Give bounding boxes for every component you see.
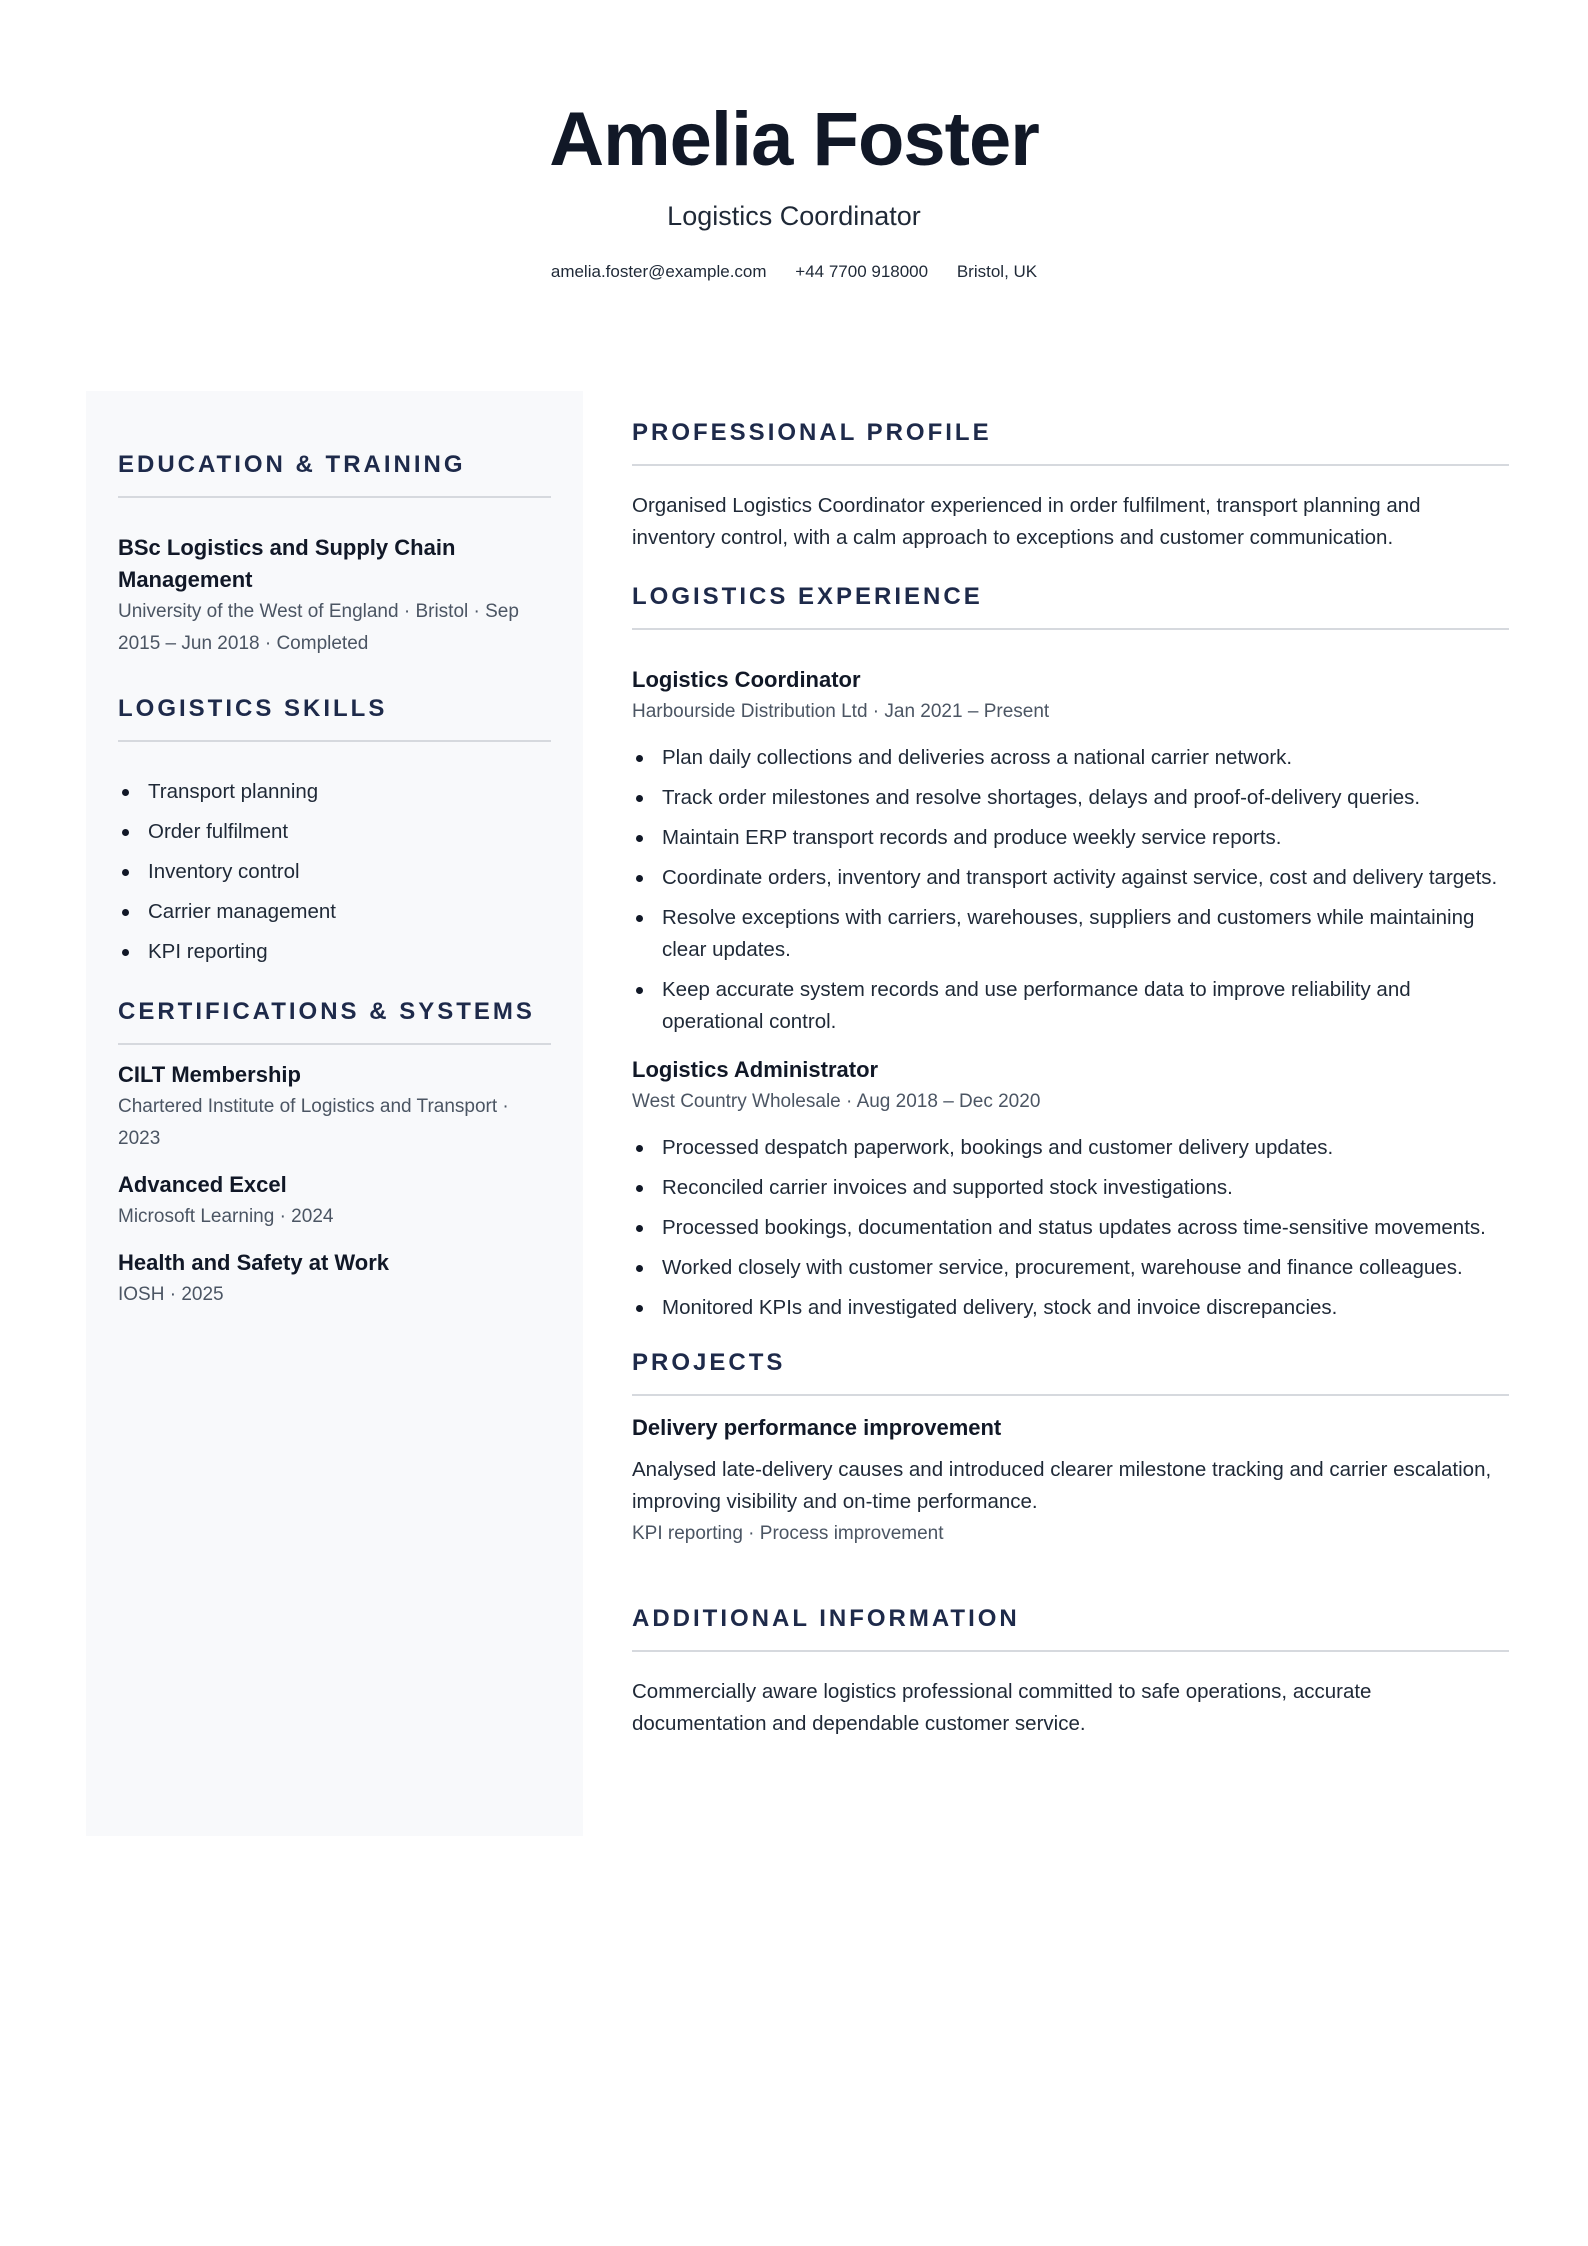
certifications-section xyxy=(118,997,551,1311)
skill-item: Carrier management xyxy=(118,896,551,928)
job-title: Logistics Coordinator xyxy=(632,667,861,692)
certification-details: Microsoft Learning · 2024 xyxy=(118,1206,334,1227)
profile-heading: PROFESSIONAL PROFILE xyxy=(632,419,992,446)
job-bullet: Reconciled carrier invoices and supported stock investigations. xyxy=(632,1172,1509,1204)
additional-section xyxy=(632,1604,1509,1740)
profile-section xyxy=(632,391,1509,554)
certification-name: Advanced Excel xyxy=(118,1172,287,1197)
job-bullet: Keep accurate system records and use performance data to improve reliability and operational control. xyxy=(632,974,1509,1038)
skills-list xyxy=(118,776,551,968)
projects-section xyxy=(632,1348,1509,1550)
certification-details: Chartered Institute of Logistics and Transport · 2023 xyxy=(118,1096,509,1149)
project-text: Analysed late-delivery causes and introduced clearer milestone tracking and carrier escalation, improving visibility and on-time performance. xyxy=(632,1458,1492,1513)
job-bullets xyxy=(632,1132,1509,1324)
projects-heading: PROJECTS xyxy=(632,1349,786,1376)
project-title: Delivery performance improvement xyxy=(632,1415,1002,1440)
certification-name: Health and Safety at Work xyxy=(118,1250,389,1275)
job-title: Logistics Administrator xyxy=(632,1057,879,1082)
job-bullet: Plan daily collections and deliveries across a national carrier network. xyxy=(632,742,1509,774)
skills-heading: LOGISTICS SKILLS xyxy=(118,695,388,722)
job-bullet: Worked closely with customer service, procurement, warehouse and finance colleagues. xyxy=(632,1252,1509,1284)
divider xyxy=(118,1043,551,1045)
skill-item: Inventory control xyxy=(118,856,551,888)
education-section xyxy=(118,391,551,660)
job-meta: West Country Wholesale · Aug 2018 – Dec 2020 xyxy=(632,1091,1041,1112)
certifications-heading: CERTIFICATIONS & SYSTEMS xyxy=(118,998,535,1025)
education-details: University of the West of England · Bristol · Sep 2015 – Jun 2018 · Completed xyxy=(118,601,519,654)
additional-text: Commercially aware logistics professional committed to safe operations, accurate documentation and dependable customer service. xyxy=(632,1680,1372,1735)
contact-email: amelia.foster@example.com xyxy=(550,262,767,281)
job-meta: Harbourside Distribution Ltd · Jan 2021 – Present xyxy=(632,701,1050,722)
divider xyxy=(632,464,1509,466)
skill-item: Transport planning xyxy=(118,776,551,808)
contact-phone: +44 7700 918000 xyxy=(795,262,929,281)
divider xyxy=(632,1394,1509,1396)
job-bullet: Resolve exceptions with carriers, warehouses, suppliers and customers while maintaining clear updates. xyxy=(632,902,1509,966)
experience-section xyxy=(632,582,1509,1324)
divider xyxy=(118,740,551,742)
education-heading: EDUCATION & TRAINING xyxy=(118,451,466,478)
job-bullet: Coordinate orders, inventory and transport activity against service, cost and delivery targets. xyxy=(632,862,1509,894)
main-column xyxy=(632,391,1509,1740)
profile-text: Organised Logistics Coordinator experienced in order fulfilment, transport planning and inventory control, with a calm approach to exceptions and customer communication. xyxy=(632,494,1421,549)
candidate-name: Amelia Foster xyxy=(549,97,1039,182)
divider xyxy=(632,628,1509,630)
education-degree: BSc Logistics and Supply Chain Management xyxy=(118,535,456,592)
contact-line xyxy=(0,261,1588,283)
sidebar xyxy=(86,391,583,1836)
certification-item xyxy=(118,1247,551,1311)
job-entry xyxy=(632,1054,1509,1324)
job-bullet: Track order milestones and resolve shortages, delays and proof-of-delivery queries. xyxy=(632,782,1509,814)
job-entry xyxy=(632,664,1509,1038)
additional-heading: ADDITIONAL INFORMATION xyxy=(632,1605,1020,1632)
candidate-title: Logistics Coordinator xyxy=(667,201,921,231)
job-bullet: Processed bookings, documentation and status updates across time-sensitive movements. xyxy=(632,1212,1509,1244)
certification-name: CILT Membership xyxy=(118,1062,301,1087)
project-tags: KPI reporting · Process improvement xyxy=(632,1523,944,1544)
certification-item xyxy=(118,1059,551,1155)
certification-item xyxy=(118,1169,551,1233)
contact-location: Bristol, UK xyxy=(956,262,1038,281)
job-bullet: Processed despatch paperwork, bookings and customer delivery updates. xyxy=(632,1132,1509,1164)
skill-item: KPI reporting xyxy=(118,936,551,968)
resume-header xyxy=(0,95,1588,283)
job-bullet: Monitored KPIs and investigated delivery, stock and invoice discrepancies. xyxy=(632,1292,1509,1324)
job-bullets xyxy=(632,742,1509,1038)
skills-section xyxy=(118,694,551,968)
certification-details: IOSH · 2025 xyxy=(118,1284,224,1305)
divider xyxy=(118,496,551,498)
experience-heading: LOGISTICS EXPERIENCE xyxy=(632,583,983,610)
skill-item: Order fulfilment xyxy=(118,816,551,848)
job-bullet: Maintain ERP transport records and produce weekly service reports. xyxy=(632,822,1509,854)
divider xyxy=(632,1650,1509,1652)
